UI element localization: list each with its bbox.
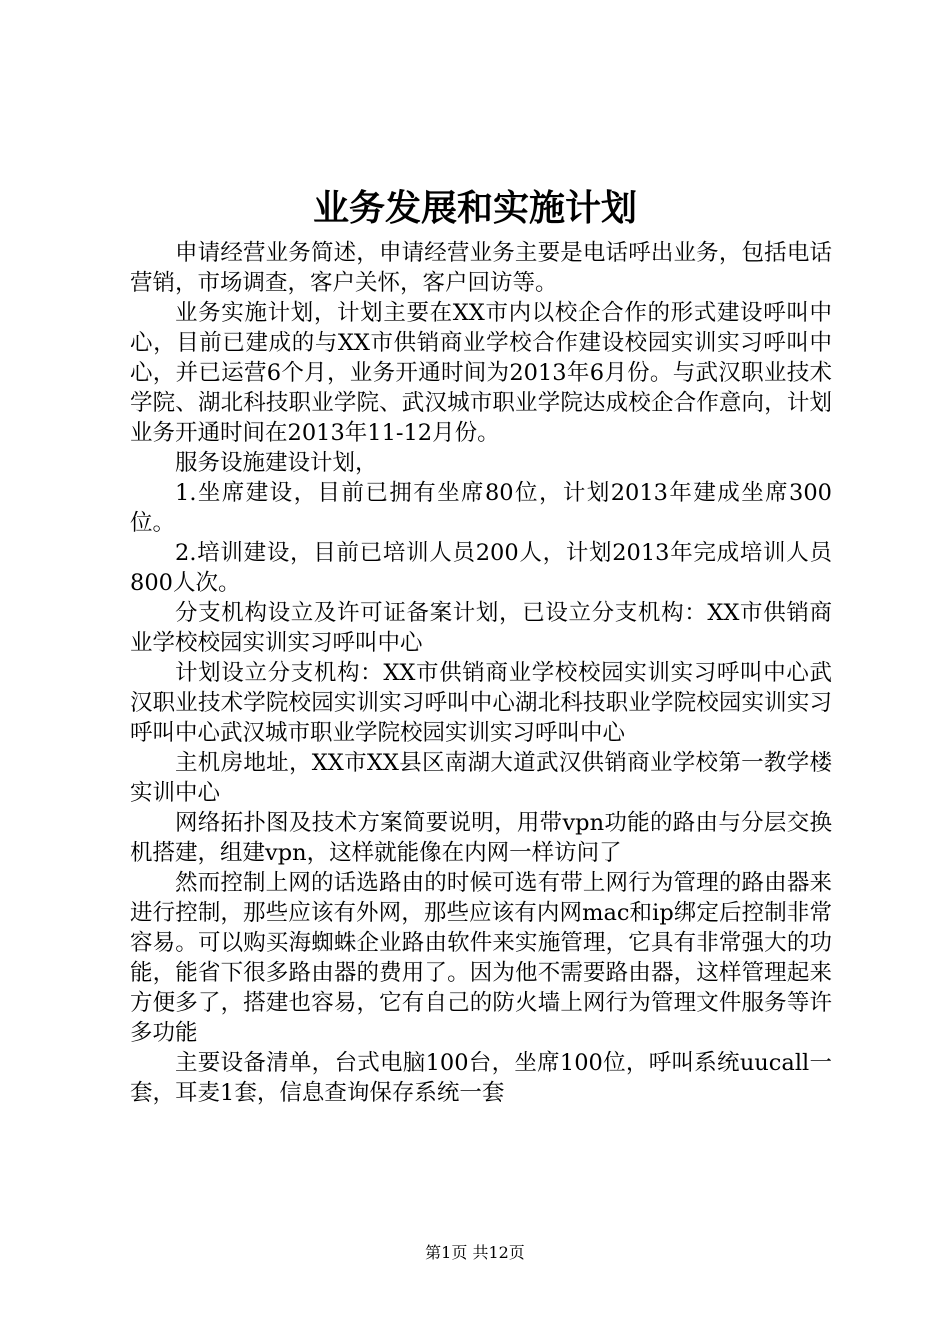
paragraph-training-construction: 2.培训建设，目前已培训人员200人，计划2013年完成培训人员800人次。 [130, 540, 832, 596]
paragraph-equipment-list: 主要设备清单，台式电脑100台，坐席100位，呼叫系统uucall一套，耳麦1套，信息查询保存系统一套 [130, 1050, 832, 1106]
paragraph-server-room-address: 主机房地址，XX市XX县区南湖大道武汉供销商业学校第一教学楼实训中心 [130, 750, 832, 806]
paragraph-business-summary: 申请经营业务简述，申请经营业务主要是电话呼出业务，包括电话营销，市场调查，客户关怀，客户回访等。 [130, 240, 832, 296]
paragraph-branch-planned: 计划设立分支机构：XX市供销商业学校校园实训实习呼叫中心武汉职业技术学院校园实训实习呼叫中心湖北科技职业学院校园实训实习呼叫中心武汉城市职业学院校园实训实习呼叫中心 [130, 660, 832, 746]
paragraph-branch-established: 分支机构设立及许可证备案计划，已设立分支机构：XX市供销商业学校校园实训实习呼叫中心 [130, 600, 832, 656]
paragraph-implementation-plan: 业务实施计划，计划主要在XX市内以校企合作的形式建设呼叫中心，目前已建成的与XX市供销商业学校合作建设校园实训实习呼叫中心，并已运营6个月，业务开通时间为2013年6月份。与武汉职业技术学院、湖北科技职业学院、武汉城市职业学院达成校企合作意向，计划业务开通时间在2013年11-12月份。 [130, 300, 832, 446]
paragraph-seat-construction: 1.坐席建设，目前已拥有坐席80位，计划2013年建成坐席300位。 [130, 480, 832, 536]
paragraph-network-topology: 网络拓扑图及技术方案简要说明，用带vpn功能的路由与分层交换机搭建，组建vpn，这样就能像在内网一样访问了 [130, 810, 832, 866]
paragraph-facility-plan-heading: 服务设施建设计划， [175, 450, 378, 476]
paragraph-network-control: 然而控制上网的话选路由的时候可选有带上网行为管理的路由器来进行控制，那些应该有外网，那些应该有内网mac和ip绑定后控制非常容易。可以购买海蜘蛛企业路由软件来实施管理，它具有非常强大的功能，能省下很多路由器的费用了。因为他不需要路由器，这样管理起来方便多了，搭建也容易，它有自己的防火墙上网行为管理文件服务等许多功能 [130, 870, 832, 1046]
document-title: 业务发展和实施计划 [312, 187, 637, 229]
document-body [130, 238, 832, 1108]
page-number-footer: 第1页 共12页 [425, 1243, 525, 1262]
